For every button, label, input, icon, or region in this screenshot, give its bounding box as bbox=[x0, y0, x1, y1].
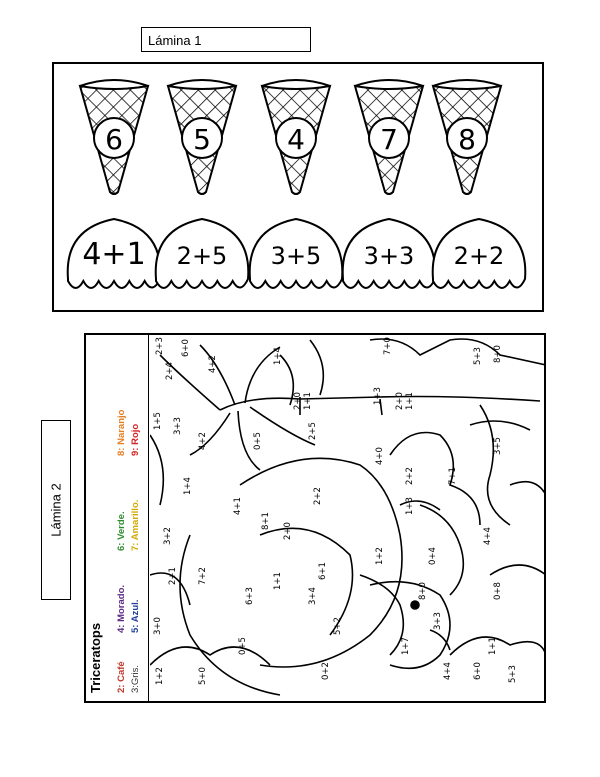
ice-cream-cone bbox=[433, 80, 501, 194]
region-label: 1+2 bbox=[375, 547, 385, 565]
region-label: 0+5 bbox=[253, 432, 263, 450]
region-label: 2+1 bbox=[168, 567, 178, 585]
region-label: 5+3 bbox=[508, 665, 518, 683]
sheet1-panel bbox=[52, 62, 544, 312]
region-label: 2+5 bbox=[308, 422, 318, 440]
legend-item-naranjo: 8: Naranjo bbox=[116, 409, 127, 456]
region-label: 4+4 bbox=[483, 527, 493, 545]
ice-cream-illustration bbox=[54, 64, 542, 310]
region-label: 8+1 bbox=[261, 512, 271, 530]
ice-cream-cone bbox=[80, 80, 148, 194]
region-label: 2+0 bbox=[293, 392, 303, 410]
region-label: 6+1 bbox=[318, 562, 328, 580]
ice-cream-cone bbox=[355, 80, 423, 194]
sheet1-title-box bbox=[141, 27, 311, 52]
region-label: 7+1 bbox=[448, 467, 458, 485]
region-label: 0+4 bbox=[428, 547, 438, 565]
region-label: 2+4 bbox=[165, 362, 175, 380]
region-label: 4+0 bbox=[375, 447, 385, 465]
region-label: 4+4 bbox=[443, 662, 453, 680]
ice-cream-cone bbox=[262, 80, 330, 194]
region-label: 0+5 bbox=[238, 637, 248, 655]
sheet2-panel bbox=[84, 333, 546, 703]
legend-title: Triceratops bbox=[88, 622, 103, 693]
ice-cream-scoop bbox=[250, 219, 343, 288]
region-label: 3+3 bbox=[433, 612, 443, 630]
region-label: 5+0 bbox=[198, 667, 208, 685]
region-label: 3+0 bbox=[153, 617, 163, 635]
scoop-expression: 3+5 bbox=[270, 242, 322, 270]
region-label: 2+3 bbox=[155, 337, 165, 355]
region-label: 4+1 bbox=[233, 497, 243, 515]
coloring-outlines bbox=[150, 339, 546, 695]
sheet1-title: Lámina 1 bbox=[148, 33, 202, 48]
region-label: 3+5 bbox=[493, 437, 503, 455]
region-label: 1+3 bbox=[373, 387, 383, 405]
cone-number: 8 bbox=[458, 123, 476, 156]
scoop-expression: 2+2 bbox=[453, 242, 505, 270]
scoop-expression: 2+5 bbox=[176, 242, 228, 270]
region-label: 3+3 bbox=[173, 417, 183, 435]
region-label: 8+0 bbox=[493, 345, 503, 363]
region-label: 5+3 bbox=[473, 347, 483, 365]
region-label: 6+0 bbox=[181, 339, 191, 357]
ice-cream-scoop bbox=[433, 219, 526, 288]
region-label: 4+2 bbox=[208, 355, 218, 373]
region-label: 2+0 bbox=[395, 392, 405, 410]
region-label: 1+4 bbox=[273, 347, 283, 365]
region-label: 3+2 bbox=[163, 527, 173, 545]
region-labels bbox=[153, 337, 518, 685]
region-label: 4+2 bbox=[198, 432, 208, 450]
region-label: 1+7 bbox=[401, 637, 411, 655]
legend-item-gris: 3:Gris. bbox=[130, 665, 141, 693]
cone-number: 7 bbox=[380, 123, 398, 156]
scoop-expression: 3+3 bbox=[363, 242, 415, 270]
scoop-expression: 4+1 bbox=[82, 237, 146, 272]
region-label: 3+4 bbox=[308, 587, 318, 605]
legend-item-morado: 4: Morado. bbox=[116, 584, 127, 633]
region-label: 1+1 bbox=[488, 637, 498, 655]
region-label: 1+4 bbox=[183, 477, 193, 495]
region-label: 1+1 bbox=[405, 392, 415, 410]
region-label: 5+2 bbox=[333, 617, 343, 635]
region-label: 6+3 bbox=[245, 587, 255, 605]
sheet2-title-box bbox=[41, 420, 71, 600]
region-label: 7+2 bbox=[198, 567, 208, 585]
color-legend bbox=[86, 335, 149, 701]
region-label: 8+0 bbox=[418, 582, 428, 600]
region-label: 2+0 bbox=[283, 522, 293, 540]
legend-item-rojo: 9: Rojo bbox=[130, 423, 141, 456]
legend-item-azul: 5: Azul. bbox=[130, 599, 141, 633]
triceratops-coloring-page bbox=[150, 335, 546, 701]
legend-rotated bbox=[86, 335, 148, 701]
region-label: 1+2 bbox=[155, 667, 165, 685]
region-label: 2+2 bbox=[405, 467, 415, 485]
cone-number: 5 bbox=[193, 123, 211, 156]
ice-cream-scoop bbox=[156, 219, 249, 288]
region-label: 1+1 bbox=[273, 572, 283, 590]
ice-cream-scoop bbox=[68, 219, 161, 288]
legend-item-cafe: 2: Café bbox=[116, 661, 127, 693]
region-label: 1+3 bbox=[405, 497, 415, 515]
cone-number: 4 bbox=[287, 123, 305, 156]
legend-item-amarillo: 7: Amarillo. bbox=[130, 499, 141, 551]
region-label: 0+8 bbox=[493, 582, 503, 600]
region-label: 1+1 bbox=[303, 392, 313, 410]
region-label: 1+5 bbox=[153, 412, 163, 430]
ice-cream-scoop bbox=[343, 219, 436, 288]
region-label: 2+2 bbox=[313, 487, 323, 505]
cone-number: 6 bbox=[105, 123, 123, 156]
sheet2-title: Lámina 2 bbox=[48, 483, 64, 537]
ice-cream-cone bbox=[168, 80, 236, 194]
legend-item-verde: 6: Verde. bbox=[116, 511, 127, 551]
region-label: 6+0 bbox=[473, 662, 483, 680]
region-label: 0+2 bbox=[321, 662, 331, 680]
region-label: 7+0 bbox=[383, 337, 393, 355]
